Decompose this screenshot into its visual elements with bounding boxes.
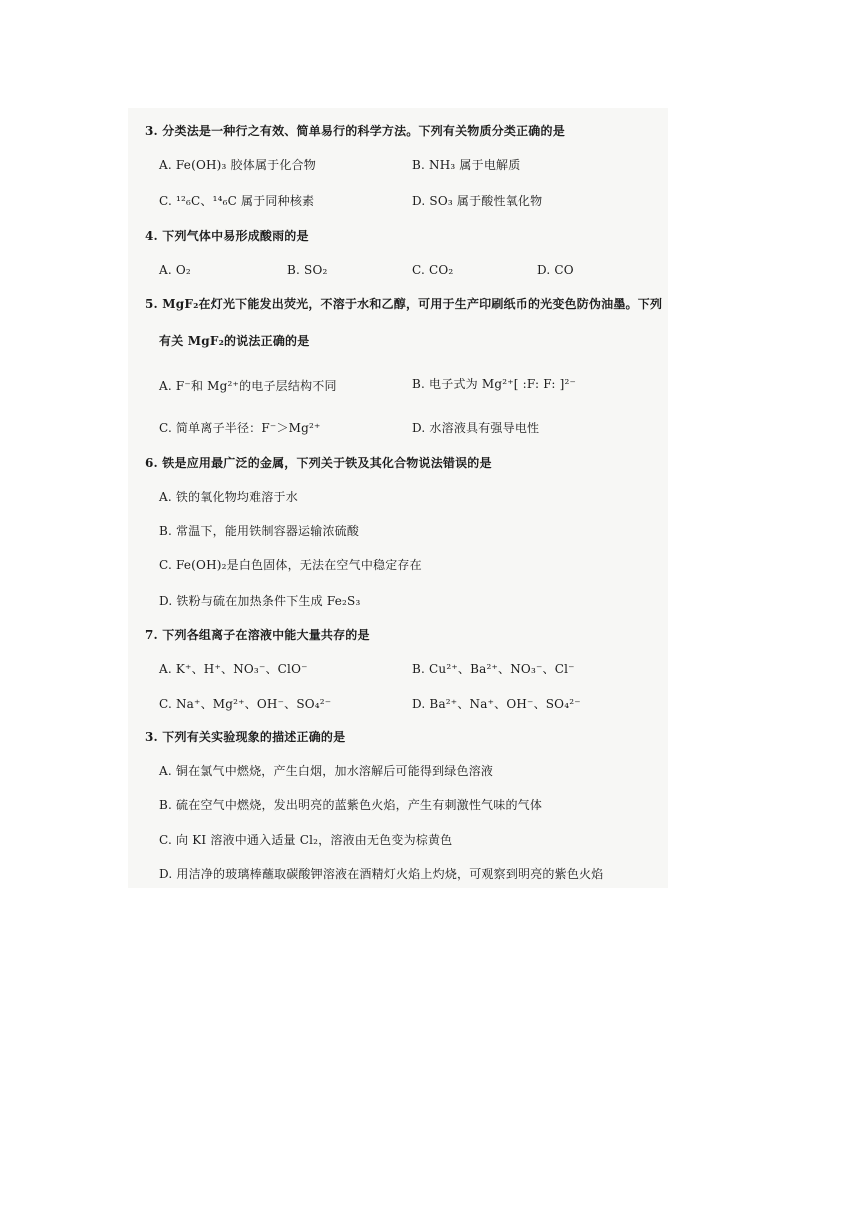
question-5-option-c: C. 简单离子半径：F⁻＞Mg²⁺ [159,421,321,435]
question-3-option-a: A. Fe(OH)₃ 胶体属于化合物 [159,158,316,172]
question-6-option-c: C. Fe(OH)₂是白色固体，无法在空气中稳定存在 [159,558,422,572]
question-6-option-a: A. 铁的氧化物均难溶于水 [159,490,298,504]
question-8-option-d: D. 用洁净的玻璃棒蘸取碳酸钾溶液在酒精灯火焰上灼烧，可观察到明亮的紫色火焰 [159,867,604,881]
question-5-option-d: D. 水溶液具有强导电性 [412,421,540,435]
question-8-option-c: C. 向 KI 溶液中通入适量 Cl₂，溶液由无色变为棕黄色 [159,833,453,847]
question-4-option-d: D. CO [537,263,574,277]
question-5-option-b: B. 电子式为 Mg²⁺[ :F: F: ]²⁻ [412,377,577,391]
question-6-option-b: B. 常温下，能用铁制容器运输浓硫酸 [159,524,360,538]
question-3-option-c: C. ¹²₆C、¹⁴₆C 属于同种核素 [159,194,315,208]
question-5-stem-line1: 5. MgF₂在灯光下能发出荧光，不溶于水和乙醇，可用于生产印刷纸币的光变色防伪油墨。下列 [145,297,663,311]
question-5-option-a: A. F⁻和 Mg²⁺的电子层结构不同 [159,379,337,393]
question-3-option-d: D. SO₃ 属于酸性氧化物 [412,194,543,208]
question-7-stem: 7. 下列各组离子在溶液中能大量共存的是 [145,628,370,642]
question-8-option-b: B. 硫在空气中燃烧，发出明亮的蓝紫色火焰，产生有刺激性气味的气体 [159,798,543,812]
question-7-option-d: D. Ba²⁺、Na⁺、OH⁻、SO₄²⁻ [412,697,581,711]
question-5-stem-line2: 有关 MgF₂的说法正确的是 [159,334,310,348]
question-4-option-a: A. O₂ [159,263,191,277]
question-7-option-c: C. Na⁺、Mg²⁺、OH⁻、SO₄²⁻ [159,697,332,711]
question-8-option-a: A. 铜在氯气中燃烧，产生白烟，加水溶解后可能得到绿色溶液 [159,764,494,778]
question-3-stem: 3. 分类法是一种行之有效、简单易行的科学方法。下列有关物质分类正确的是 [145,124,565,138]
question-6-option-d: D. 铁粉与硫在加热条件下生成 Fe₂S₃ [159,594,361,608]
question-3-option-b: B. NH₃ 属于电解质 [412,158,521,172]
question-6-stem: 6. 铁是应用最广泛的金属，下列关于铁及其化合物说法错误的是 [145,456,492,470]
question-7-option-b: B. Cu²⁺、Ba²⁺、NO₃⁻、Cl⁻ [412,662,575,676]
question-7-option-a: A. K⁺、H⁺、NO₃⁻、ClO⁻ [159,662,308,676]
question-4-stem: 4. 下列气体中易形成酸雨的是 [145,229,309,243]
question-8-stem: 3. 下列有关实验现象的描述正确的是 [145,730,346,744]
question-4-option-c: C. CO₂ [412,263,454,277]
question-4-option-b: B. SO₂ [287,263,328,277]
